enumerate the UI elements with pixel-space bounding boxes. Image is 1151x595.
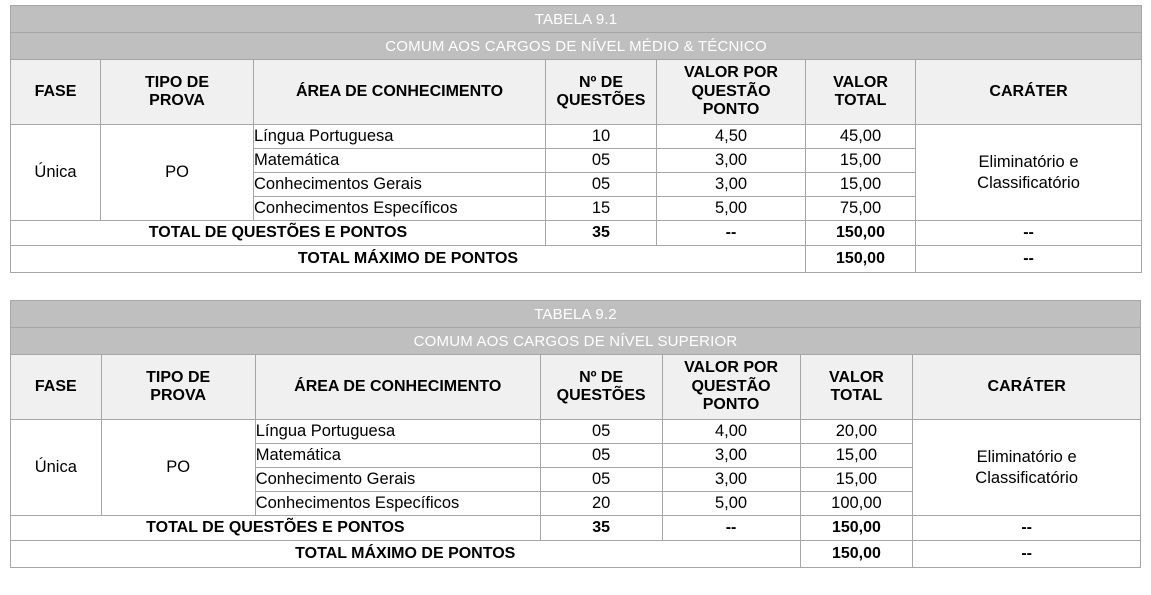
total-questions-label: TOTAL DE QUESTÕES E PONTOS (11, 516, 541, 541)
column-header-carater-label: CARÁTER (989, 82, 1068, 100)
table-banner-subtitle-row (11, 33, 1142, 60)
column-header-valor-questao-line2: QUESTÃO (691, 82, 771, 100)
column-header-carater-label: CARÁTER (987, 377, 1066, 395)
table-title: TABELA 9.1 (11, 6, 1142, 33)
column-header-tipo-prova-line1: TIPO DE (146, 368, 211, 386)
column-header-num-line1: Nº DE (579, 368, 624, 386)
column-header-valor-questao-line1: VALOR POR (684, 359, 778, 377)
total-max-points-row (11, 246, 1142, 273)
cell-valor-total: 15,00 (800, 468, 913, 492)
column-header-valor-total-line2: TOTAL (834, 92, 887, 109)
cell-valor-total: 15,00 (806, 173, 916, 197)
cell-area: Conhecimentos Específicos (254, 197, 546, 221)
cell-carater-line2: Classificatório (975, 468, 1078, 487)
total-max-points-carater: -- (913, 541, 1141, 568)
column-header-valor-total (800, 355, 913, 420)
total-valor-questao-value: -- (662, 516, 800, 541)
cell-area: Conhecimentos Específicos (255, 492, 540, 516)
cell-carater-line1: Eliminatório e (976, 447, 1077, 466)
column-header-num-line2: QUESTÕES (556, 92, 646, 109)
cell-fase: Única (11, 420, 102, 516)
total-questions-value: 35 (540, 516, 662, 541)
column-header-tipo-prova (101, 355, 255, 420)
total-questions-value: 35 (546, 221, 657, 246)
column-header-valor-questao (657, 60, 806, 125)
cell-valor-total: 100,00 (800, 492, 913, 516)
column-header-area (255, 355, 540, 420)
cell-carater-line2: Classificatório (977, 173, 1080, 192)
total-max-points-value: 150,00 (806, 246, 916, 273)
total-max-points-value: 150,00 (800, 541, 913, 568)
cell-carater-line1: Eliminatório e (978, 152, 1079, 171)
cell-valor-questao: 3,00 (657, 149, 806, 173)
cell-questoes: 05 (540, 420, 662, 444)
total-max-points-row (11, 541, 1141, 568)
table-banner-subtitle-row (11, 328, 1141, 355)
table-row (11, 420, 1141, 444)
cell-carater (916, 125, 1142, 221)
cell-tipo-prova: PO (101, 420, 255, 516)
total-questions-row (11, 516, 1141, 541)
total-valor-questao-value: -- (657, 221, 806, 246)
total-carater-value: -- (913, 516, 1141, 541)
column-header-num-line2: QUESTÕES (556, 387, 646, 404)
column-header-area (254, 60, 546, 125)
column-header-tipo-prova-line1: TIPO DE (144, 73, 209, 91)
table-banner-title-row (11, 6, 1142, 33)
exam-score-table-9-1 (10, 5, 1142, 273)
table-row (11, 125, 1142, 149)
column-header-tipo-prova-line2: PROVA (150, 387, 207, 404)
exam-score-table-9-2 (10, 300, 1141, 568)
column-header-valor-questao (662, 355, 800, 420)
column-header-num-questoes (546, 60, 657, 125)
column-header-valor-total (806, 60, 916, 125)
cell-valor-questao: 4,00 (662, 420, 800, 444)
column-header-valor-questao-line1: VALOR POR (684, 64, 778, 82)
cell-fase: Única (11, 125, 101, 221)
total-questions-label: TOTAL DE QUESTÕES E PONTOS (11, 221, 546, 246)
column-header-fase-label: FASE (34, 377, 77, 395)
cell-questoes: 20 (540, 492, 662, 516)
column-header-fase-label: FASE (34, 82, 77, 100)
cell-valor-total: 20,00 (800, 420, 913, 444)
cell-valor-questao: 3,00 (662, 444, 800, 468)
column-header-row (11, 60, 1142, 125)
cell-valor-total: 15,00 (806, 149, 916, 173)
table-title: TABELA 9.2 (11, 301, 1141, 328)
column-header-valor-total-line1: VALOR (829, 368, 884, 386)
column-header-area-label: ÁREA DE CONHECIMENTO (294, 377, 502, 395)
cell-area: Conhecimentos Gerais (254, 173, 546, 197)
cell-questoes: 05 (546, 173, 657, 197)
cell-area: Matemática (254, 149, 546, 173)
column-header-tipo-prova (101, 60, 254, 125)
cell-area: Conhecimento Gerais (255, 468, 540, 492)
total-carater-value: -- (916, 221, 1142, 246)
column-header-valor-questao-line2: QUESTÃO (691, 377, 771, 395)
cell-questoes: 10 (546, 125, 657, 149)
cell-valor-total: 45,00 (806, 125, 916, 149)
cell-valor-total: 75,00 (806, 197, 916, 221)
table-spacer (0, 273, 1151, 300)
table-banner-title-row (11, 301, 1141, 328)
cell-carater (913, 420, 1141, 516)
cell-questoes: 15 (546, 197, 657, 221)
cell-valor-questao: 4,50 (657, 125, 806, 149)
total-questions-row (11, 221, 1142, 246)
total-max-points-carater: -- (916, 246, 1142, 273)
cell-area: Língua Portuguesa (255, 420, 540, 444)
column-header-fase (11, 355, 102, 420)
column-header-carater (916, 60, 1142, 125)
cell-area: Matemática (255, 444, 540, 468)
cell-questoes: 05 (540, 444, 662, 468)
column-header-valor-questao-line3: PONTO (702, 396, 760, 414)
cell-valor-total: 15,00 (800, 444, 913, 468)
cell-tipo-prova: PO (101, 125, 254, 221)
total-valor-total-value: 150,00 (806, 221, 916, 246)
column-header-valor-total-line2: TOTAL (830, 387, 883, 404)
cell-questoes: 05 (540, 468, 662, 492)
column-header-valor-total-line1: VALOR (833, 73, 888, 91)
column-header-area-label: ÁREA DE CONHECIMENTO (295, 82, 504, 100)
cell-valor-questao: 3,00 (657, 173, 806, 197)
total-valor-total-value: 150,00 (800, 516, 913, 541)
column-header-num-questoes (540, 355, 662, 420)
table-subtitle: COMUM AOS CARGOS DE NÍVEL MÉDIO & TÉCNICO (11, 33, 1142, 60)
column-header-num-line1: Nº DE (578, 73, 624, 91)
column-header-tipo-prova-line2: PROVA (149, 92, 205, 109)
total-max-points-label: TOTAL MÁXIMO DE PONTOS (11, 246, 806, 273)
column-header-carater (913, 355, 1141, 420)
cell-valor-questao: 5,00 (662, 492, 800, 516)
column-header-row (11, 355, 1141, 420)
column-header-fase (11, 60, 101, 125)
cell-valor-questao: 5,00 (657, 197, 806, 221)
table-subtitle: COMUM AOS CARGOS DE NÍVEL SUPERIOR (11, 328, 1141, 355)
cell-valor-questao: 3,00 (662, 468, 800, 492)
cell-area: Língua Portuguesa (254, 125, 546, 149)
cell-questoes: 05 (546, 149, 657, 173)
column-header-valor-questao-line3: PONTO (702, 101, 760, 119)
total-max-points-label: TOTAL MÁXIMO DE PONTOS (11, 541, 801, 568)
